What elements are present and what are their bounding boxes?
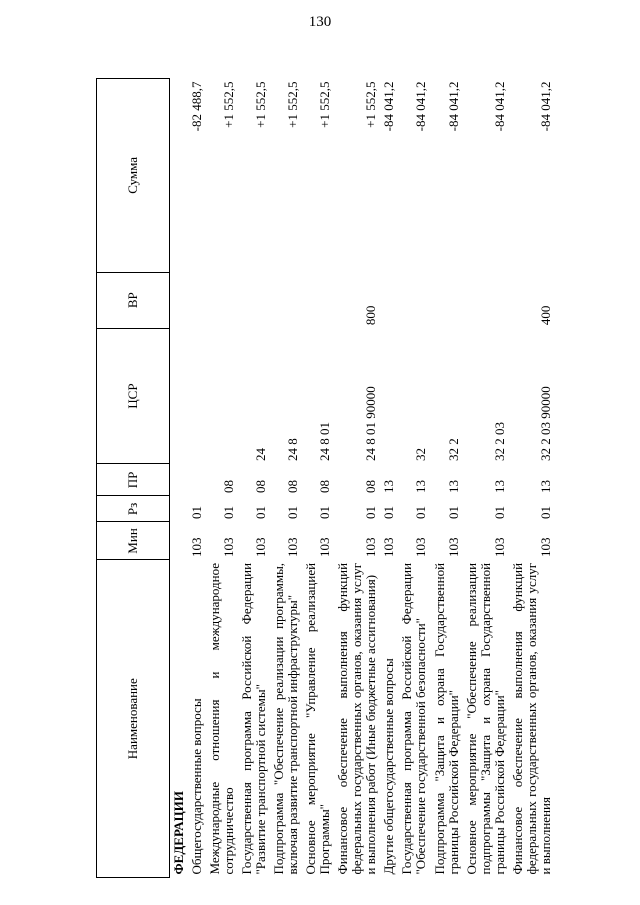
row-pr: 13 [491,479,507,493]
header-pr: ПР [97,464,170,496]
row-sum: +1 552,5 [221,81,237,128]
row-min: 103 [491,537,507,557]
row-csr: 24 8 01 90000 [363,386,379,461]
row-sum: -84 041,2 [537,81,553,132]
row-rz: 01 [381,505,397,519]
row-name: Другие общегосударственные вопросы [381,658,397,875]
row-name: Основное мероприятие "Обеспечение реализации подпрограммы "Защита и охрана Государственной границы Российской Федерации" [463,562,507,875]
header-name: Наименование [97,560,170,878]
row-rz: 01 [363,505,379,519]
row-csr [380,328,398,464]
row-vr [206,272,238,328]
section-title: ФЕДЕРАЦИИ [171,791,186,875]
row-name: Финансовое обеспечение выполнения функций федеральных государственных органов, оказания услуг и выполнения работ (Иные бюджетные ассигнования) [335,562,379,875]
row-vr [463,272,509,328]
row-csr: 32 2 03 90000 [537,386,553,461]
row-csr: 24 8 [285,438,301,461]
budget-table [96,78,555,878]
row-min: 103 [445,537,461,557]
page-number: 130 [308,14,332,30]
row-min: 103 [285,537,301,557]
table-row [302,79,334,878]
row-pr [188,464,206,496]
table-row [431,79,463,878]
table-row [334,79,380,878]
row-name: Подпрограмма "Обеспечение реализации программы, включая развитие транспортной инфраструктуры" [271,562,301,875]
row-pr: 08 [253,479,269,493]
table-row [398,79,430,878]
row-min: 103 [317,537,333,557]
row-sum: +1 552,5 [285,81,301,128]
row-rz: 01 [491,505,507,519]
header-sum: Сумма [97,79,170,273]
row-min: 103 [253,537,269,557]
row-vr: 800 [363,305,379,326]
row-csr: 32 2 [445,438,461,461]
table-row [380,79,398,878]
row-rz: 01 [413,505,429,519]
table-row [270,79,302,878]
row-rz: 01 [189,505,205,519]
row-min: 103 [413,537,429,557]
row-sum: +1 552,5 [317,81,333,128]
row-min: 103 [381,537,397,557]
row-sum: -82 488,7 [189,81,205,132]
row-name: Государственная программа Российской Федерации "Обеспечение государственной безопасности" [399,562,429,875]
row-vr [302,272,334,328]
header-csr: ЦСР [97,328,170,464]
row-rz: 01 [317,505,333,519]
row-vr [380,272,398,328]
row-name: Государственная программа Российской Федерации "Развитие транспортной системы" [239,562,269,875]
row-vr [238,272,270,328]
row-sum: -84 041,2 [491,81,507,132]
row-csr: 24 8 01 [317,422,333,461]
table-row [238,79,270,878]
rotated-table-page [96,78,604,878]
table-row [463,79,509,878]
row-sum: -84 041,2 [413,81,429,132]
table-header-row [97,79,170,878]
row-name: Общегосударственные вопросы [189,698,205,875]
row-rz: 01 [253,505,269,519]
row-vr [398,272,430,328]
row-sum: -84 041,2 [445,81,461,132]
header-min: Мин [97,522,170,560]
header-vr: ВР [97,272,170,328]
row-sum: -84 041,2 [381,81,397,132]
row-pr: 13 [413,479,429,493]
row-csr: 24 [253,448,269,461]
row-pr: 08 [317,479,333,493]
row-rz: 01 [285,505,301,519]
row-pr: 08 [221,479,237,493]
row-pr: 08 [363,479,379,493]
row-name: Основное мероприятие "Управление реализацией Программы" [303,562,333,875]
table-row [509,79,555,878]
row-vr [188,272,206,328]
row-min: 103 [189,537,205,557]
table-row [188,79,206,878]
section-title-row [170,79,189,878]
row-name: Подпрограмма "Защита и охрана Государственной границы Российской Федерации" [431,562,461,875]
row-min: 103 [363,537,379,557]
row-vr [270,272,302,328]
row-min: 103 [537,537,553,557]
row-pr: 13 [381,479,397,493]
table-row [206,79,238,878]
row-rz: 01 [445,505,461,519]
row-rz: 01 [537,505,553,519]
row-pr: 13 [445,479,461,493]
row-sum: +1 552,5 [253,81,269,128]
row-sum: +1 552,5 [363,81,379,128]
row-csr [188,328,206,464]
row-vr: 400 [537,305,553,326]
row-rz: 01 [221,505,237,519]
row-name: Международные отношения и международное сотрудничество [207,562,237,875]
row-csr: 32 2 03 [491,422,507,461]
row-pr: 08 [285,479,301,493]
row-pr: 13 [537,479,553,493]
row-min: 103 [221,537,237,557]
header-rz: Рз [97,496,170,522]
row-vr [431,272,463,328]
row-csr: 32 [413,448,429,461]
row-name: Финансовое обеспечение выполнения функций федеральных государственных органов, оказания услуг и выполнения [509,562,553,875]
row-csr [206,328,238,464]
